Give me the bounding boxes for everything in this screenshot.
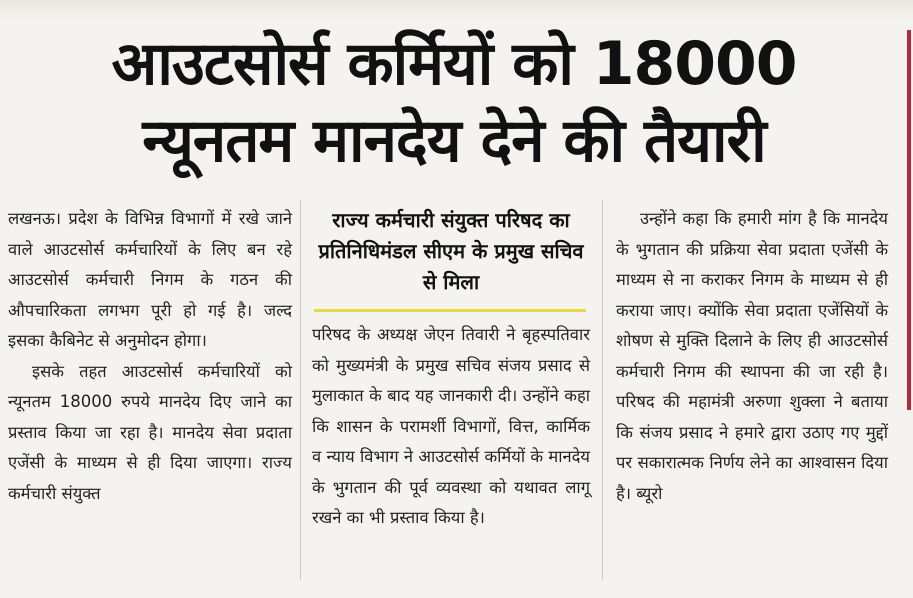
column-1-paragraph-2-text: इसके तहत आउटसोर्स कर्मचारियों को न्यूनतम 18000 रुपये मानदेय दिए जाने का प्रस्ताव किया जा रहा है। मानदेय सेवा प्रदाता एजेंसी के माध्यम से ही दिया जाएगा। राज्य कर्मचारी संयुक्त: [8, 361, 292, 503]
article-column-3: [616, 204, 888, 509]
column-3-paragraph-1: उन्होंने कहा कि हमारी मांग है कि मानदेय के भुगतान की प्रक्रिया सेवा प्रदाता एजेंसी के माध्यम से ना कराकर निगम के माध्यम से ही कराया जाए। क्योंकि सेवा प्रदाता एजेंसियों के शोषण से मुक्ति दिलाने के लिए ही आउटसोर्स कर्मचारी निगम की स्थापना की जा रही है। परिषद की महामंत्री अरुणा शुक्ला ने बताया कि संजय प्रसाद ने हमारे द्वारा उठाए गए मुद्दों पर सकारात्मक निर्णय लेने का आश्वासन दिया है। ब्यूरो: [616, 209, 888, 503]
headline-line-2: न्यूनतम मानदेय देने की तैयारी: [142, 106, 766, 176]
column-2-paragraph-1: परिषद के अध्यक्ष जेएन तिवारी ने बृहस्पतिवार को मुख्यमंत्री के प्रमुख सचिव संजय प्रसाद से मुलाकात के बाद यह जानकारी दी। उन्होंने कहा कि शासन के परामर्शी विभागों, वित्त, कार्मिक व न्याय विभाग ने आउटसोर्स कर्मियों के मानदेय के भुगतान की पूर्व व्यवस्था को यथावत लागू रखने का भी प्रस्ताव किया है।: [312, 325, 590, 527]
headline-line-1: आउटसोर्स कर्मियों को 18000: [111, 29, 797, 99]
column-1-paragraph-1: लखनऊ। प्रदेश के विभिन्न विभागों में रखे जाने वाले आउटसोर्स कर्मचारियों के लिए बन रहे आउटसोर्स कर्मचारी निगम के गठन की औपचारिकता लगभग पूरी हो गई है। जल्द इसका कैबिनेट से अनुमोदन होगा।: [8, 209, 292, 350]
article-column-1: [8, 204, 292, 509]
margin-red-rule: [907, 30, 911, 410]
headline: [14, 26, 894, 180]
subheadline-underline: [314, 309, 586, 312]
subheadline: राज्य कर्मचारी संयुक्त परिषद का प्रतिनिधिमंडल सीएम के प्रमुख सचिव से मिला: [318, 208, 584, 294]
top-edge-shadow: [0, 0, 913, 22]
column-divider-2: [602, 200, 603, 580]
article-column-2: [312, 320, 590, 534]
column-divider-1: [300, 200, 301, 580]
